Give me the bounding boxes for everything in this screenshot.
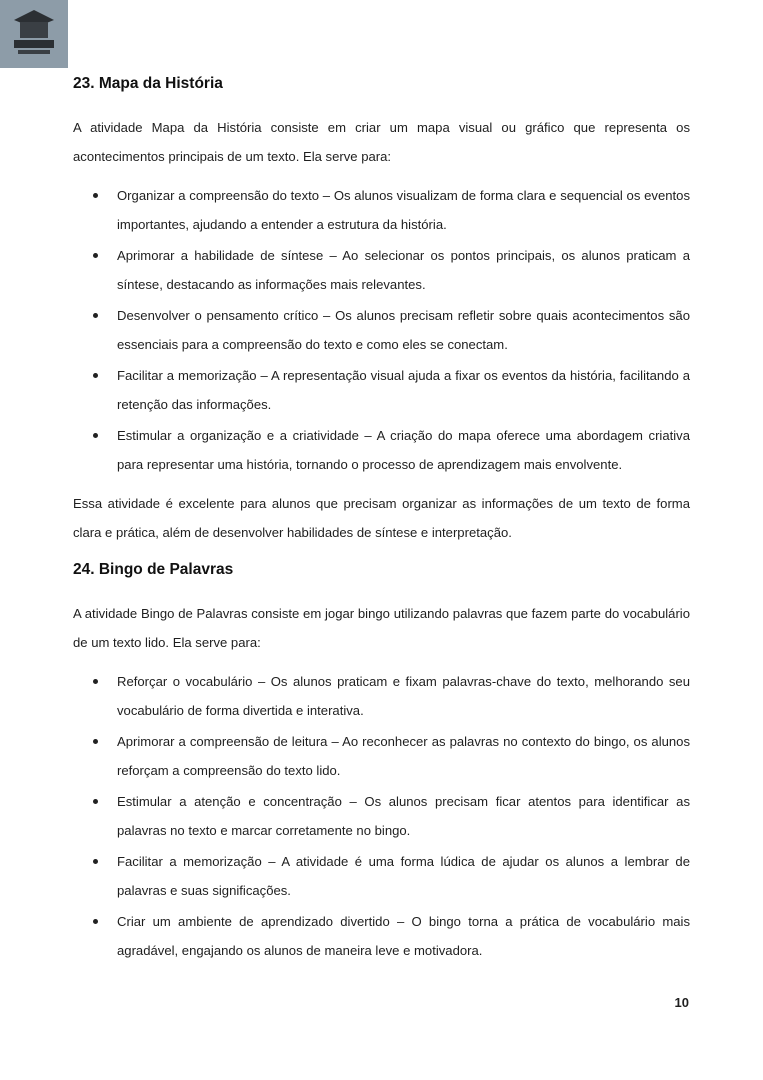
section-24-intro: A atividade Bingo de Palavras consiste em jogar bingo utilizando palavras que fazem parte do vocabulário de um texto lido. Ela serve para: [73, 606, 690, 650]
list-item: Facilitar a memorização – A representação visual ajuda a fixar os eventos da história, facilitando a retenção das informações. [117, 361, 690, 419]
list-item: Facilitar a memorização – A atividade é uma forma lúdica de ajudar os alunos a lembrar de palavras e suas significações. [117, 847, 690, 905]
section-24-title: 24. Bingo de Palavras [73, 561, 234, 578]
list-item: Desenvolver o pensamento crítico – Os alunos precisam refletir sobre quais acontecimentos são essenciais para a compreensão do texto e como eles se conectam. [117, 301, 690, 359]
list-item: Organizar a compreensão do texto – Os alunos visualizam de forma clara e sequencial os eventos importantes, ajudando a entender a estrutura da história. [117, 181, 690, 239]
list-item: Reforçar o vocabulário – Os alunos praticam e fixam palavras-chave do texto, melhorando seu vocabulário de forma divertida e interativa. [117, 667, 690, 725]
list-item: Estimular a organização e a criatividade – A criação do mapa oferece uma abordagem criativa para representar uma história, tornando o processo de aprendizagem mais envolvente. [117, 421, 690, 479]
list-item: Aprimorar a habilidade de síntese – Ao selecionar os pontos principais, os alunos praticam a síntese, destacando as informações mais relevantes. [117, 241, 690, 299]
page-content [73, 71, 690, 967]
crest-icon [0, 0, 68, 68]
list-item: Criar um ambiente de aprendizado divertido – O bingo torna a prática de vocabulário mais agradável, engajando os alunos de maneira leve e motivadora. [117, 907, 690, 965]
school-crest-logo [0, 0, 68, 68]
section-23-intro: A atividade Mapa da História consiste em criar um mapa visual ou gráfico que representa os acontecimentos principais de um texto. Ela serve para: [73, 120, 690, 164]
section-23-list [73, 181, 690, 479]
section-23-title: 23. Mapa da História [73, 75, 223, 92]
section-24-list [73, 667, 690, 965]
list-item: Estimular a atenção e concentração – Os alunos precisam ficar atentos para identificar as palavras no texto e marcar corretamente no bingo. [117, 787, 690, 845]
list-item: Aprimorar a compreensão de leitura – Ao reconhecer as palavras no contexto do bingo, os alunos reforçam a compreensão do texto lido. [117, 727, 690, 785]
page-number: 10 [674, 995, 689, 1010]
section-23-closing: Essa atividade é excelente para alunos que precisam organizar as informações de um texto de forma clara e prática, além de desenvolver habilidades de síntese e interpretação. [73, 496, 690, 540]
